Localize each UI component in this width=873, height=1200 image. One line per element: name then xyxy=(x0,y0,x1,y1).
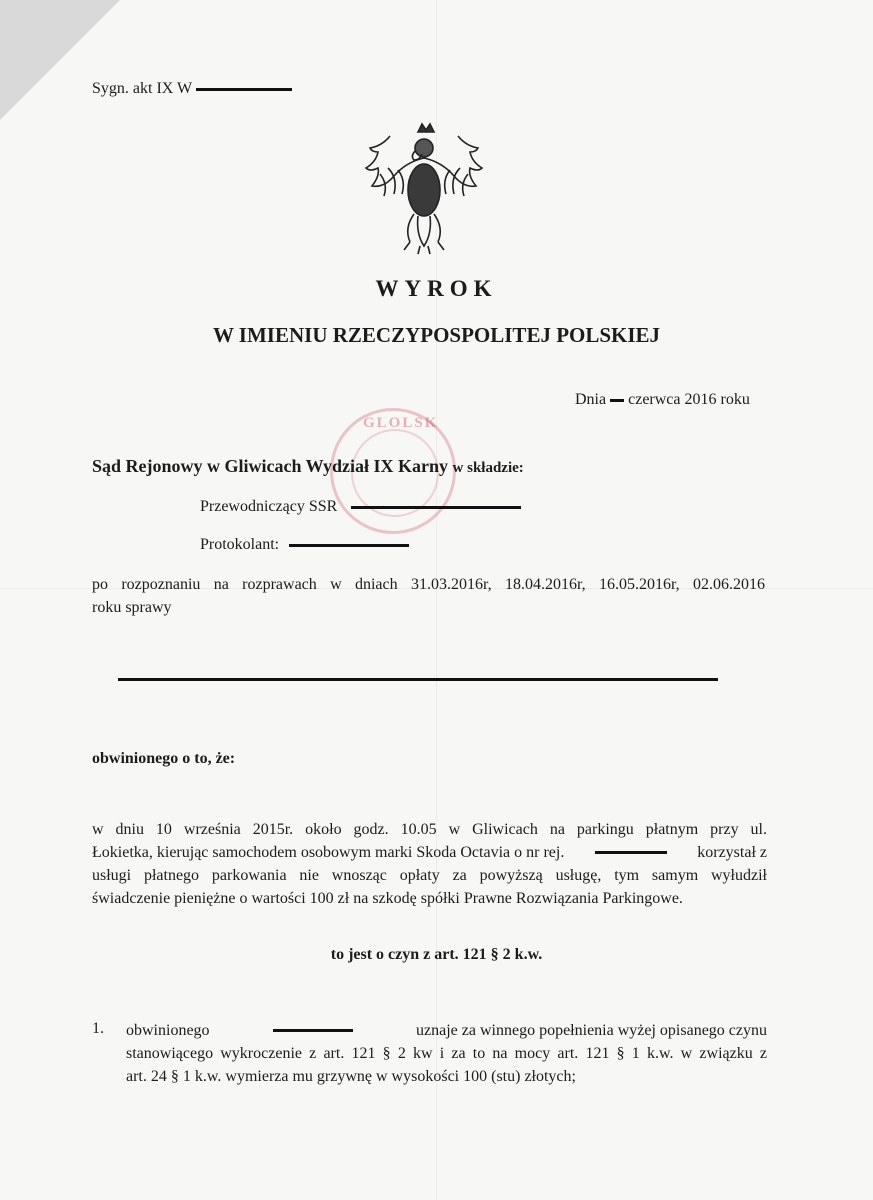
verdict-date xyxy=(575,390,750,410)
folded-corner xyxy=(0,0,120,120)
hearings-line: roku sprawy xyxy=(92,599,172,616)
redaction-bar xyxy=(118,678,718,681)
document-title: WYROK xyxy=(375,276,498,301)
polish-eagle-emblem-icon xyxy=(358,118,490,258)
redaction-bar xyxy=(351,506,521,509)
charge-text: Łokietka, kierując samochodem osobowym marki Skoda Octavia o nr rej. xyxy=(92,844,565,861)
stamp-text: GLOLSK xyxy=(363,415,439,431)
charge-text: korzystał z xyxy=(697,844,767,861)
date-suffix: czerwca 2016 roku xyxy=(628,391,750,408)
clerk xyxy=(200,535,413,555)
court-composition: w składzie: xyxy=(452,460,524,476)
charge-line: świadczenie pieniężne o wartości 100 zł na szkodę spółki Prawne Rozwiązania Parkingowe. xyxy=(92,890,683,907)
case-number-label: Sygn. akt IX W xyxy=(92,80,193,97)
redaction-bar xyxy=(273,1029,353,1032)
verdict-line xyxy=(126,1019,767,1042)
charge-line: usługi płatnego parkowania nie wnosząc opłaty za powyższą usługę, tym samym wyłudził xyxy=(92,867,767,884)
charge-line: w dniu 10 września 2015r. około godz. 10.05 w Gliwicach na parkingu płatnym przy ul. xyxy=(92,821,767,838)
document-subtitle: W IMIENIU RZECZYPOSPOLITEJ POLSKIEJ xyxy=(212,323,661,347)
charge-paragraph xyxy=(92,818,767,910)
date-prefix: Dnia xyxy=(575,391,607,408)
hearings-paragraph xyxy=(92,573,765,619)
court-name: Sąd Rejonowy w Gliwicach Wydział IX Karny xyxy=(92,456,449,476)
presiding-judge xyxy=(200,497,525,517)
accused-heading: obwinionego o to, że: xyxy=(92,750,236,767)
redaction-bar xyxy=(610,399,624,402)
redaction-bar xyxy=(595,851,667,854)
verdict-item xyxy=(126,1019,767,1088)
redaction-bar xyxy=(289,544,409,547)
verdict-text: obwinionego xyxy=(126,1022,210,1039)
verdict-item-number: 1. xyxy=(92,1020,104,1037)
court-line xyxy=(92,456,524,478)
hearings-line: po rozpoznaniu na rozprawach w dniach 31.03.2016r, 18.04.2016r, 16.05.2016r, 02.06.2016 xyxy=(92,576,765,593)
verdict-text: uznaje za winnego popełnienia wyżej opisanego czynu xyxy=(416,1022,767,1039)
verdict-line: stanowiącego wykroczenie z art. 121 § 2 kw i za to na mocy art. 121 § 1 k.w. w związku z xyxy=(126,1045,767,1062)
charge-line xyxy=(92,841,767,864)
presiding-label: Przewodniczący SSR xyxy=(200,498,338,515)
redaction-bar xyxy=(196,88,292,91)
verdict-line: art. 24 § 1 k.w. wymierza mu grzywnę w wysokości 100 (stu) złotych; xyxy=(126,1068,576,1085)
case-number xyxy=(92,79,296,99)
clerk-label: Protokolant: xyxy=(200,536,280,553)
legal-basis: to jest o czyn z art. 121 § 2 k.w. xyxy=(330,946,543,963)
